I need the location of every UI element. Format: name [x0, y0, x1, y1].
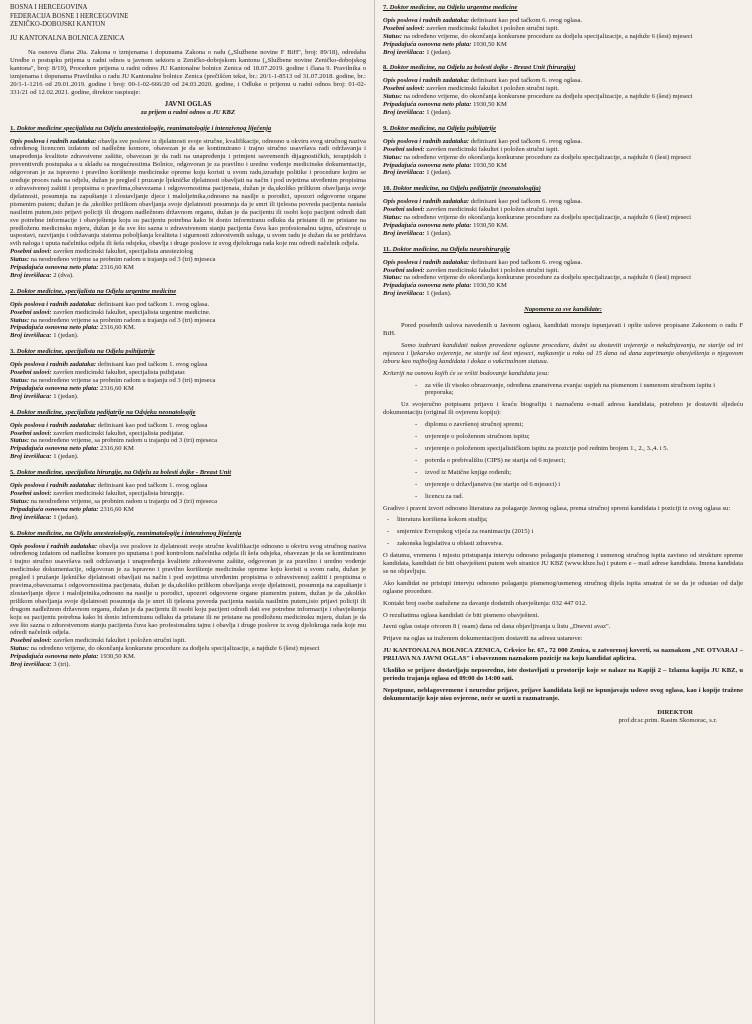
position-status — [383, 274, 743, 282]
requirements-label: Posebni uslovi: — [10, 369, 52, 377]
duties-label: Opis poslova i radnih zadataka: — [10, 542, 98, 550]
count-label: Broj izvršilaca: — [383, 229, 425, 237]
requirements-value: završen medicinski fakultet i položen stručni ispit. — [426, 206, 559, 214]
position-section — [10, 125, 366, 280]
requirements-label: Posebni uslovi: — [383, 85, 425, 93]
signature-name: prof.dr.sc.prim. Rasim Skomorac, s.r. — [618, 716, 717, 724]
duties-label: Opis poslova i radnih zadataka: — [383, 258, 470, 266]
salary-label: Pripadajuća osnovna neto plata: — [10, 324, 99, 332]
salary-label: Pripadajuća osnovna neto plata: — [10, 445, 99, 453]
position-title — [10, 125, 366, 133]
position-salary — [10, 506, 366, 514]
position-number: 3. — [10, 348, 15, 356]
position-salary — [383, 162, 743, 170]
status-value: na određeno vrijeme do okončanja konkursne procedure za dodjelu specijalizacije, a najduže 6 (šest) mjeseci — [403, 153, 691, 161]
status-value: na neodređeno vrijeme sa probnim radom u trajanju od 3 (tri) mjeseca — [30, 377, 216, 384]
position-number: 10. — [383, 185, 392, 193]
position-salary — [10, 324, 366, 332]
position-count — [383, 290, 743, 298]
notes-contact: Kontakt broj osobe zadužene za davanje dodatnih obavještenja: 032 447 012. — [383, 599, 587, 607]
requirements-value: završen medicinski fakultet i položen stručni ispit. — [426, 24, 559, 32]
position-number: 6. — [10, 529, 15, 537]
salary-value: 1930,50 KM — [473, 40, 507, 48]
position-count — [10, 514, 366, 522]
requirements-label: Posebni uslovi: — [10, 248, 52, 256]
position-section — [383, 125, 743, 177]
status-value: na određeno vrijeme, do okončanja konkursne procedure za dodjelu specijalizacije, a najduže 6 (šest) mjeseci — [403, 32, 693, 40]
position-requirements — [383, 85, 743, 93]
status-value: na neodređeno vrijeme, sa probnim radom u trajanju od 3 (tri) mjeseca — [30, 437, 218, 445]
document-item: - uvjerenje o položenom stručnom ispitu; — [425, 433, 743, 441]
duties-value: obavlja sve poslove iz djelatnosti svoje stručne kvalifikacije odnosno u okviru svog stručnog naziva određenog izdatom od nadležne komore po uputama i pod kontrolom načelnika odjela ili šefa odsjeka, obavezan je da se kontinuirano i trajno stručno usavršava radi održavanja i unapređenja kvalitete zdravstvene zaštite, odgovoran je za pravilno i uredno vođenje medicinske dokumentacije, odgovoran je za ispravno i pravilno korištenje medicinske opreme koju koristi u svom radu, dužan je pregled i pružanje ljekničke djelatnosti obavljati na način i pod uvjetima utvrđenim propisima o zdravstvenoj zaštiti i propisima o pravima,obavezama i odgovornostima pacijenata, dužan je da,ukoliko prilikom obavljanja svoje djelatnosti, posumnja na zapuštanje i zlostavljanje djece i maloljetnika,odnosno na nasilje u porodici, upozori odgovorne organe pismenim putem, dužan je da ,ukoliko prilikom obavljanja svoje djelatnosti posumnja da je smrt ili tjelesna povreda pacijenta nastala nasilnim putem,isto prijavi policiji ili drugom nadležnom državnom organu, dužan je da pacijentu ili osobi koju pacijent odredi dati sve potrebne informacije i obavještenja koju su pacijentu potrebna kako bi donio informiranu odluku da pristane ili ne pristane na predloženu medicinsku mjeru, dužan je da sve što sazna o zdravstvenom stanju pacijenta čuva kao profesionalnu tajnu i obavlja i druge poslove iz svog djelokruga rada koje mu odredi načelnik odjela. — [10, 542, 366, 637]
salary-value: 2316,60 KM. — [100, 324, 136, 332]
count-value: 1 (jedan). — [426, 108, 452, 116]
salary-value: 1930,50 KM. — [100, 653, 136, 661]
header-line: JU KANTONALNA BOLNICA ZENICA — [10, 34, 125, 42]
criteria-list — [383, 382, 743, 398]
position-title-text: Doktor medicine, na Odjelu neurohirurgije — [392, 245, 510, 253]
position-status — [10, 256, 366, 264]
position-status — [10, 645, 366, 653]
signature-block — [383, 709, 743, 725]
count-label: Broj izvršilaca: — [10, 513, 52, 521]
position-section — [383, 64, 743, 116]
requirements-label: Posebni uslovi: — [10, 429, 52, 437]
duties-value: definisani kao pod tačkom 1. ovog oglasa — [97, 421, 208, 429]
count-value: 1 (jedan). — [426, 169, 452, 177]
duties-label: Opis poslova i radnih zadataka: — [10, 361, 97, 369]
duties-value: definisani kao pod tačkom 6. ovog oglasa. — [470, 16, 583, 24]
duties-label: Opis poslova i radnih zadataka: — [383, 137, 470, 145]
position-number: 8. — [383, 64, 388, 72]
position-number: 7. — [383, 4, 388, 11]
requirements-value: završen medicinski fakultet, specijalista hirurgije. — [53, 489, 185, 497]
salary-label: Pripadajuća osnovna neto plata: — [10, 384, 99, 392]
count-value: 1 (jedan). — [426, 48, 452, 56]
position-count — [383, 230, 743, 238]
salary-value: 1930,50 KM. — [473, 221, 509, 229]
status-label: Status: — [10, 645, 30, 653]
position-count — [10, 332, 366, 340]
position-title — [10, 469, 366, 477]
position-requirements — [10, 248, 366, 256]
position-duties — [383, 259, 743, 267]
position-section — [383, 246, 743, 298]
announcement-subtitle: za prijem u radni odnos u JU KBZ — [141, 108, 235, 116]
status-label: Status: — [10, 316, 30, 324]
position-title — [383, 125, 743, 133]
duties-label: Opis poslova i radnih zadataka: — [10, 137, 97, 145]
count-label: Broj izvršilaca: — [10, 661, 52, 669]
count-value: 1 (jedan). — [53, 453, 79, 461]
salary-value: 2316,60 KM — [100, 445, 134, 453]
position-status — [383, 33, 743, 41]
position-status — [383, 154, 743, 162]
duties-value: definisani kao pod tačkom 1. ovog oglasa — [97, 482, 208, 490]
document-item: - uvjerenje o državljanstvu (ne starije od 6 mjeseci) i — [425, 481, 743, 489]
salary-value: 1930,50 KM — [473, 282, 507, 290]
status-label: Status: — [383, 93, 403, 101]
duties-value: definisani kao pod tačkom 6. ovog oglasa. — [470, 258, 583, 266]
position-title-text: Doktor medicine, na Odjelu anesteziologije, reanimatologije i intenzivnog liječenja — [16, 529, 242, 537]
document-item: - licencu za rad. — [425, 493, 743, 501]
position-status — [10, 317, 366, 325]
left-column — [10, 4, 366, 677]
position-title-text: Doktor medicine, na Odjelu pedijatrije (neonatologija) — [392, 185, 541, 193]
position-count — [383, 109, 743, 117]
notes-address-intro: Prijave na oglas sa traženom dokumentacijom dostaviti na adresu ustanove: — [383, 635, 583, 643]
position-count — [10, 393, 366, 401]
notes-literature-intro: Gradivo i pravni izvori odnosno literatura za polaganje Javnog oglasa, prema stručnoj spremi kandidata i poziciji iz ovog oglasa su: — [383, 504, 731, 512]
status-label: Status: — [383, 32, 403, 40]
notes-incomplete: Nepotpune, neblagovremene i neuredne prijave, prijave kandidata koji ne ispunjavaju uslove ovog oglasa, kao i kopije tražene dokumentacije koje nisu ovjerene, neće se uzeti u razmatranje. — [383, 686, 743, 702]
requirements-label: Posebni uslovi: — [10, 308, 52, 316]
intro-paragraph: Na osnovu člana 20a. Zakona o izmjenama i dopunama Zakona o radu („Službene novine F BiH", broj: 89/18), odredaba Uredbe o postupku prijema u radni odnos u javnom sektoru u Zeničko-dobojskom kantonu („Službene novine Zeničko-dobojskog kantona", broj: 8/19), Procedure prijema u radni odnos JU Kantonalne bolnice Zenica od 18.07.2019. godine i člana 9. Pravilnika o izmjenama i dopunama Pravilnika o radu JU Kantonalne bolnice Zenica (prečišćen tekst, br.: 20/1-1-8513 od 31.07.2018. godine, br.: 20/1-1-1216 od 29.01.2019. godine i broj: 00-1-02-666/20 od 24.03.2020. godine, i Odluke o prijemu u radni odnos broj: 01-02-331/21 od 12.02.2021. godine, direktor raspisuje: — [10, 49, 366, 96]
notes-direct-delivery: Ukoliko se prijave dostavljaju neposredno, iste dostavljati u prostorije koje se nalaze na Kapiji 2 – Izlazna kapija JU KBZ, u periodu trajanja oglasa od 09:00 do 14:00 sati. — [383, 667, 743, 682]
position-title — [383, 246, 743, 254]
position-title-text: Doktor medicine, specijalista pedijatrije na Odsjeku neonatologije — [16, 408, 196, 416]
salary-label: Pripadajuća osnovna neto plata: — [383, 221, 472, 229]
position-duties — [383, 77, 743, 85]
position-duties — [10, 301, 366, 309]
position-salary — [383, 282, 743, 290]
position-title-text: Doktor medicine, specijalista hirurgije, na Odjelu za bolesti dojke - Breast Unit — [16, 469, 232, 477]
requirements-label: Posebni uslovi: — [383, 206, 425, 214]
status-label: Status: — [10, 437, 30, 445]
salary-label: Pripadajuća osnovna neto plata: — [10, 653, 99, 661]
status-value: na određeno vrijeme, do okončanja konkursne procedure za dodjelu specijalizacije, a najduže 6 (šest) mjeseci — [403, 93, 693, 101]
criteria-item: - za više ili visoko obrazovanje, određena znanstvena zvanja: uspjeh na pismenom i usmenom stručnom ispitu i preporuka; — [425, 382, 743, 398]
position-section — [383, 185, 743, 237]
position-title — [383, 4, 743, 12]
position-title — [10, 288, 366, 296]
requirements-label: Posebni uslovi: — [383, 145, 425, 153]
duties-label: Opis poslova i radnih zadataka: — [383, 198, 470, 206]
requirements-value: završen medicinski fakultet, specijalista urgentne medicine. — [53, 308, 211, 316]
position-status — [383, 214, 743, 222]
notes-title: Napomena za sve kandidate: — [524, 306, 602, 314]
requirements-value: završen medicinski fakultet, specijalista psihijatar. — [53, 369, 186, 377]
position-duties — [383, 17, 743, 25]
position-title-text: Doktor medicine, na Odjelu urgentne medicine — [389, 4, 518, 11]
position-count — [10, 453, 366, 461]
count-value: 3 (tri). — [53, 661, 71, 669]
status-label: Status: — [10, 377, 30, 384]
position-duties — [10, 543, 366, 638]
salary-label: Pripadajuća osnovna neto plata: — [383, 101, 472, 109]
requirements-label: Posebni uslovi: — [10, 637, 52, 645]
header-line: ZENIČKO-DOBOJSKI KANTON — [10, 21, 106, 29]
position-title-text: Doktor medicine, specijalista na Odjelu urgentne medicine — [16, 287, 177, 295]
status-label: Status: — [383, 153, 403, 161]
requirements-value: završen medicinski fakultet, specijalista pedijatar. — [53, 429, 185, 437]
requirements-value: završen medicinski fakultet i položen stručni ispit. — [426, 85, 559, 93]
literature-item: - smjernice Evropskog vijeća za reanimaciju (2015) i — [397, 528, 743, 536]
status-label: Status: — [10, 256, 30, 264]
duties-value: definisani kao pod tačkom 6. ovog oglasa. — [470, 137, 583, 145]
position-count — [10, 272, 366, 280]
status-value: na određeno vrijeme do okončanja konkursne procedure za dodjelu specijalizacije, a najduže 6 (šest) mjeseci — [403, 214, 691, 222]
position-title-text: Doktor medicine, specijalista na Odjelu psihijatrije — [16, 348, 155, 356]
position-salary — [10, 264, 366, 272]
document-item: - izvod iz Matične knjige rođenih; — [425, 469, 743, 477]
status-value: na određeno vrijeme do okončanja konkursne procedure za dodjelu specijalizacije, a najduže 6 (šest) mjeseci — [403, 274, 691, 282]
notes-absence: Ako kandidat ne pristupi intervju odnosno polaganju pismenog/usmenog stručnog dijela ispita smatrat će se da je odustao od dalje oglasne procedure. — [383, 579, 743, 595]
count-value: 1 (jedan). — [53, 392, 79, 400]
position-requirements — [383, 25, 743, 33]
duties-value: definisani kao pod tačkom 6. ovog oglasa. — [470, 198, 583, 206]
position-number: 4. — [10, 408, 15, 416]
count-value: 2 (dva). — [53, 271, 74, 279]
literature-item: - zakonska legislativa u oblasti zdravstva. — [397, 540, 743, 548]
duties-label: Opis poslova i radnih zadataka: — [383, 16, 470, 24]
position-requirements — [10, 637, 366, 645]
position-section — [383, 4, 743, 56]
status-label: Status: — [383, 274, 403, 282]
position-title-text: Doktor medicine, na Odjelu za bolesti dojke - Breast Unit (hirurgija) — [389, 64, 576, 72]
salary-label: Pripadajuća osnovna neto plata: — [383, 282, 472, 290]
requirements-value: završen medicinski fakultet i položen stručni ispit. — [53, 637, 186, 645]
count-value: 1 (jedan). — [53, 332, 79, 340]
left-positions-list — [10, 125, 366, 669]
status-value: na određeno vrijeme, do okončanja konkursne procedure za dodjelu specijalizacije, a najduže 6 (šest) mjeseci — [30, 645, 320, 653]
position-salary — [10, 445, 366, 453]
position-duties — [383, 198, 743, 206]
duties-value: definisani kao pod tačkom 6. ovog oglasa. — [470, 77, 583, 85]
salary-label: Pripadajuća osnovna neto plata: — [383, 161, 472, 169]
position-section — [10, 348, 366, 400]
position-number: 5. — [10, 469, 15, 477]
notes-results: O rezultatima oglasa kandidati će biti pismeno obavješteni. — [383, 611, 540, 619]
position-title — [10, 348, 366, 356]
count-label: Broj izvršilaca: — [383, 169, 425, 177]
status-label: Status: — [383, 214, 403, 222]
requirements-label: Posebni uslovi: — [383, 266, 425, 274]
salary-label: Pripadajuća osnovna neto plata: — [10, 505, 99, 513]
position-requirements — [10, 369, 366, 377]
duties-label: Opis poslova i radnih zadataka: — [10, 482, 97, 490]
position-title-text: Doktor medicine specijalista na Odjelu anesteziologije, reanimatologije i intenzivnog liječenja — [16, 124, 272, 132]
literature-item: - literatura korištena kokom studija; — [397, 516, 743, 524]
position-count — [383, 49, 743, 57]
count-label: Broj izvršilaca: — [383, 290, 425, 298]
literature-list — [383, 516, 743, 548]
requirements-value: završen medicinski fakultet i položen stručni ispit. — [426, 266, 559, 274]
header-line: FEDERACIJA BOSNE I HERCEGOVINE — [10, 12, 129, 20]
notes-selected-candidates: Samo izabrani kandidati nakon provedene oglasne procedure, dužni su dostaviti uvjerenje o nekažnjavanju, ne starije od tri mjeseca i ljekarsko uvjerenje, ne starije od šest mjeseci, najkasnije u roku od 15 dana od dana zaprimanja obavještenja o njegovom izboru kao najboljeg kandidata i dokaz o vakcinalnom statusu. — [383, 341, 743, 365]
position-status — [10, 498, 366, 506]
position-salary — [383, 41, 743, 49]
position-salary — [10, 653, 366, 661]
institution-header — [10, 4, 366, 43]
notes-address: JU KANTONALNA BOLNICA ZENICA, Crkvice br. 67., 72 000 Zenica, u zatvorenoj koverti, sa naznakom „NE OTVARAJ – PRIJAVA NA JAVNI OGLAS" i obaveznom naznakom pozicije na koju kandidat aplicira. — [383, 647, 743, 663]
position-title — [10, 409, 366, 417]
position-title — [383, 64, 743, 72]
position-requirements — [383, 267, 743, 275]
salary-label: Pripadajuća osnovna neto plata: — [10, 264, 99, 272]
position-number: 1. — [10, 124, 15, 132]
duties-value: obavlja sve poslove iz djelatnosti svoje stručne, kvalifikacije, odnosno u okviru svog stručnog naziva određenog licencom izdatom od nadležne komore, obavezan je da se kontinuirano i trajno stručno usavršava radi održavanja i unapređenja kvalitete zdravstvene zaštite, obavezan je da radi na unapređenju i primjeni savremenih dijagnostičkih, terapijskih i preventivnih postupaka a u skladu sa mogućnostima Bolnice, odgovoran je za pravilno i uredno vođenje medicinske dokumentacije, odgovoran je za ispravno i pravilno korištenje medicinske opreme koju koristi u svom radu,izraduje politike i procedure kojim se uređuje proces rada na odjelu, dužan je pregled i pruzanje ljekničke djelatnosti obavljati na način i pod uvjetima utvrđenim propisima o zdravstvenoj zaštiti i propisima o pravfima,obavezama i odgovornostima pacijenata, dužan je da,ukoliko prilikom obavljanja svoje djelatnosti, posumnja na zapuštanje i zlostavljanje djece i maloljetnika,odnosno na nasilje u porodici, upozori odgovorne organe pismenim putem; dužan je da ,ukoliko prilikom obavljanja svoje djelatnosti posumnja da je smrt ili tjelesna povreda pacijenta nastala nasilnim putem,isto prijavi policiji ili drugom nadležnom državnom organu, dužan je da pacijentu ili osobi koju pacijent odredi dati sve potrebne informacije i obavještenja koju su pacijentu potrebna kako bi donio informiranu odluku da pristane ili ne pristane na predloženu medicinsku mjeru, dužan je da sve što sazna o zdravstvenom stanju pacijenta čuva kao profesionalnu tajnu, učestvuje u uspostavi, razvijanju i održavanju sistema poboljšanja kvaliteta i sigurnosti zdravstvenih usluga, u svom radu je dužan da se pridržava svih naloga i uputa načelnika odjela ili šefa odsjeka, obavlja i druge poslove iz svog djelokruga rada koje mu odredi načelnik odjela. — [10, 137, 366, 248]
position-requirements — [10, 309, 366, 317]
position-section — [10, 409, 366, 461]
duties-label: Opis poslova i radnih zadataka: — [10, 421, 97, 429]
header-line: BOSNA I HERCEGOVINA — [10, 4, 88, 11]
status-value: na neodređeno vrijeme sa probnim radom u trajanju od 3 (tri) mjeseca — [30, 316, 216, 324]
notes-general-conditions: Pored posebnih uslova navedenih u Javnom oglasu, kandidati moraju ispunjavati i opšte uslove propisane Zakonom o radu F BiH. — [383, 322, 743, 337]
position-salary — [383, 222, 743, 230]
position-duties — [10, 361, 366, 369]
status-value: na neodređeno vrijeme sa probnim radom u trajanju od 3 (tri) mjeseca — [30, 256, 216, 264]
notes-open-period: Javni oglas ostaje otvoren 8 ( osam) dana od dana objavljivanja u listu „Dnevni avaz". — [383, 623, 611, 631]
position-status — [383, 93, 743, 101]
right-positions-list — [383, 4, 743, 298]
count-label: Broj izvršilaca: — [383, 48, 425, 56]
position-section — [10, 469, 366, 521]
duties-value: definisani kao pod tačkom 1. ovog oglasa. — [97, 300, 210, 308]
count-label: Broj izvršilaca: — [383, 108, 425, 116]
requirements-label: Posebni uslovi: — [10, 489, 52, 497]
position-status — [10, 377, 366, 385]
salary-value: 2316,60 KM — [100, 505, 134, 513]
right-column — [383, 4, 743, 725]
position-duties — [383, 138, 743, 146]
position-count — [10, 661, 366, 669]
column-divider — [374, 0, 375, 1024]
position-salary — [10, 385, 366, 393]
position-requirements — [383, 206, 743, 214]
salary-value: 2316,60 KM — [100, 264, 134, 272]
position-title — [383, 185, 743, 193]
requirements-value: završen medicinski fakultet, specijalista anesteziolog — [53, 248, 193, 256]
duties-value: definisani kao pod tačkom 1. ovog oglasa — [97, 361, 208, 369]
position-status — [10, 437, 366, 445]
salary-label: Pripadajuća osnovna neto plata: — [383, 40, 472, 48]
count-value: 1 (jedan). — [53, 513, 79, 521]
document-item: - uvjerenje o položenom specijalističkom ispitu za pozicije pod rednim brojem 1., 2., 3.,4. i 5. — [425, 445, 743, 453]
position-number: 9. — [383, 124, 388, 132]
position-duties — [10, 482, 366, 490]
position-title — [10, 530, 366, 538]
count-label: Broj izvršilaca: — [10, 453, 52, 461]
document-item: - potvrda o prebivalištu (CIPS) ne starija od 6 mjeseci; — [425, 457, 743, 465]
notes-interview-info: O datumu, vremenu i mjestu pristupanja intervju odnosno polaganju pismenog i usmenog stručnog ispita zavisno od strukture spreme kandidata, kandidati će biti obavješteni putem web stranice JU KBZ (www.kbze.ba) i putem e – mail adrese kandidata. Imena kandidata se ne objavljuju. — [383, 552, 743, 575]
position-number: 11. — [383, 245, 391, 253]
count-label: Broj izvršilaca: — [10, 332, 52, 340]
position-duties — [10, 138, 366, 249]
status-label: Status: — [10, 497, 30, 505]
document-item: - diplomu o završenoj stručnoj spremi; — [425, 421, 743, 429]
count-value: 1 (jedan). — [426, 229, 452, 237]
status-value: na neodređeno vrijeme, sa probnim radom u trajanju od 3 (tri) mjeseca — [30, 497, 218, 505]
duties-label: Opis poslova i radnih zadataka: — [383, 77, 470, 85]
count-label: Broj izvršilaca: — [10, 392, 52, 400]
requirements-value: završen medicinski fakultet i položen stručni ispit. — [426, 145, 559, 153]
count-value: 1 (jedan). — [426, 290, 452, 298]
salary-value: 1930,50 KM — [473, 161, 507, 169]
salary-value: 1930,50 KM — [473, 101, 507, 109]
notes-documents-intro: Uz svojeručno potpisanu prijavu i kraću biografiju i naznačenu e-mail adresu kandidata, potrebno je dostaviti sljedeću dokumentaciju (original ili ovjerenu kopiju): — [383, 401, 743, 417]
count-label: Broj izvršilaca: — [10, 271, 52, 279]
duties-label: Opis poslova i radnih zadataka: — [10, 300, 97, 308]
requirements-label: Posebni uslovi: — [383, 24, 425, 32]
position-number: 2. — [10, 287, 15, 295]
position-section — [10, 288, 366, 340]
position-requirements — [383, 146, 743, 154]
documents-list — [383, 421, 743, 500]
signature-role: DIREKTOR — [657, 708, 693, 716]
position-requirements — [10, 430, 366, 438]
position-requirements — [10, 490, 366, 498]
notes-criteria-intro: Kriteriji na osnovu kojih će se vršiti bodovanje kandidata jesu: — [383, 369, 550, 377]
position-duties — [10, 422, 366, 430]
salary-value: 2316,60 KM — [100, 384, 134, 392]
announcement-title: JAVNI OGLAS — [164, 99, 212, 108]
position-salary — [383, 101, 743, 109]
position-title-text: Doktor medicine, na Odjelu psihijatrije — [389, 124, 497, 132]
position-count — [383, 169, 743, 177]
position-section — [10, 530, 366, 669]
